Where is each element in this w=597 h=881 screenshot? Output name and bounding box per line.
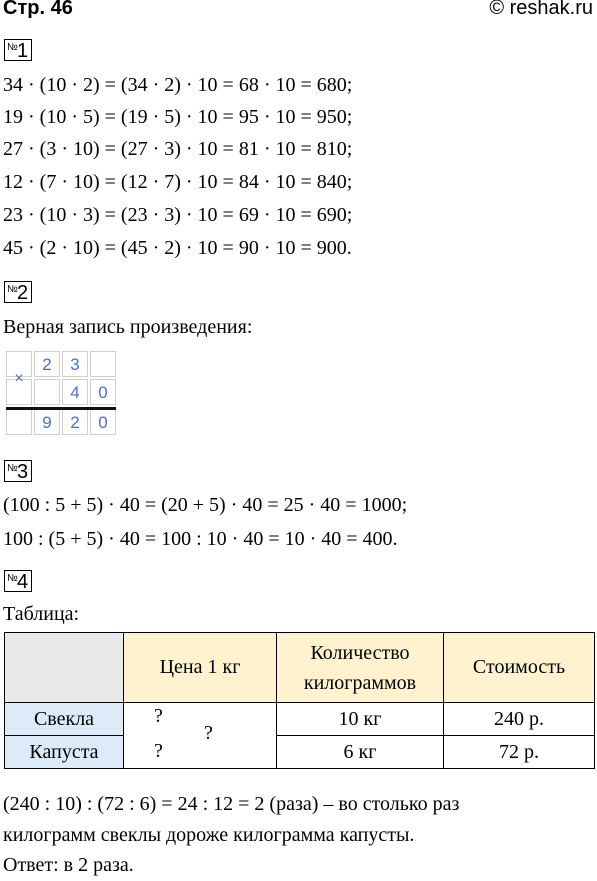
grid-cell: 0: [90, 379, 116, 405]
price-table: [4, 632, 595, 769]
task-1-tag: [4, 39, 32, 61]
multiply-sign: ×: [14, 370, 24, 387]
grid-cell: 2: [34, 351, 60, 377]
grid-cell: 2: [62, 409, 88, 435]
row-cost: 72 р.: [444, 736, 595, 769]
solution-line-2: килограмм свеклы дороже килограмма капусты.: [3, 824, 415, 846]
merged-question: ?: [204, 722, 213, 744]
task1-line-2: 19 · (10 · 5) = (19 · 5) · 10 = 95 · 10 = 950;: [3, 106, 353, 128]
row-name: Свекла: [5, 703, 124, 736]
task3-line-1: (100 : 5 + 5) · 40 = (20 + 5) · 40 = 25 · 40 = 1000;: [3, 494, 408, 516]
task-number: 1: [17, 40, 29, 62]
task-3-tag: [4, 460, 32, 482]
task-2-tag: [4, 281, 32, 303]
grid-cell: 9: [34, 409, 60, 435]
number-sign: №: [7, 573, 18, 584]
task2-text: Верная запись произведения:: [3, 316, 253, 338]
header-price: Цена 1 кг: [124, 633, 277, 703]
task1-line-4: 12 · (7 · 10) = (12 · 7) · 10 = 84 · 10 = 840;: [3, 171, 353, 193]
price-cell: [124, 703, 277, 769]
row-qty: 6 кг: [277, 736, 444, 769]
header-cost: Стоимость: [444, 633, 595, 703]
page-number: Стр. 46: [3, 0, 73, 19]
price-question: ?: [154, 705, 163, 727]
result-bar: [6, 407, 116, 410]
number-sign: №: [7, 463, 18, 474]
table-row: [5, 703, 595, 736]
row-cost: 240 р.: [444, 703, 595, 736]
task1-line-3: 27 · (3 · 10) = (27 · 3) · 10 = 81 · 10 = 810;: [3, 138, 353, 160]
grid-cell: [34, 379, 60, 405]
table-header-row: [5, 633, 595, 703]
task-4-tag: [4, 570, 32, 592]
task3-line-2: 100 : (5 + 5) · 40 = 100 : 10 · 40 = 10 · 40 = 400.: [3, 528, 398, 550]
header-quantity: Количество килограммов: [277, 633, 444, 703]
grid-cell: 0: [90, 409, 116, 435]
number-sign: №: [7, 284, 18, 295]
task-number: 2: [17, 282, 29, 304]
table-corner: [5, 633, 124, 703]
grid-cell: 3: [62, 351, 88, 377]
grid-cell: [6, 409, 32, 435]
row-name: Капуста: [5, 736, 124, 769]
answer-line: Ответ: в 2 раза.: [3, 854, 134, 876]
task-number: 4: [17, 571, 29, 593]
price-question: ?: [154, 740, 163, 762]
task1-line-5: 23 · (10 · 3) = (23 · 3) · 10 = 69 · 10 = 690;: [3, 204, 353, 226]
task1-line-1: 34 · (10 · 2) = (34 · 2) · 10 = 68 · 10 = 680;: [3, 74, 353, 96]
task-number: 3: [17, 461, 29, 483]
grid-cell: 4: [62, 379, 88, 405]
task4-label: Таблица:: [3, 603, 80, 625]
number-sign: №: [7, 42, 18, 53]
multiplication-grid: [6, 351, 116, 435]
grid-cell: [90, 351, 116, 377]
row-qty: 10 кг: [277, 703, 444, 736]
table-row: [5, 736, 595, 769]
solution-line-1: (240 : 10) : (72 : 6) = 24 : 12 = 2 (раза) – во столько раз: [3, 793, 460, 815]
site-credit: © reshak.ru: [489, 0, 593, 19]
task1-line-6: 45 · (2 · 10) = (45 · 2) · 10 = 90 · 10 = 900.: [3, 237, 352, 259]
